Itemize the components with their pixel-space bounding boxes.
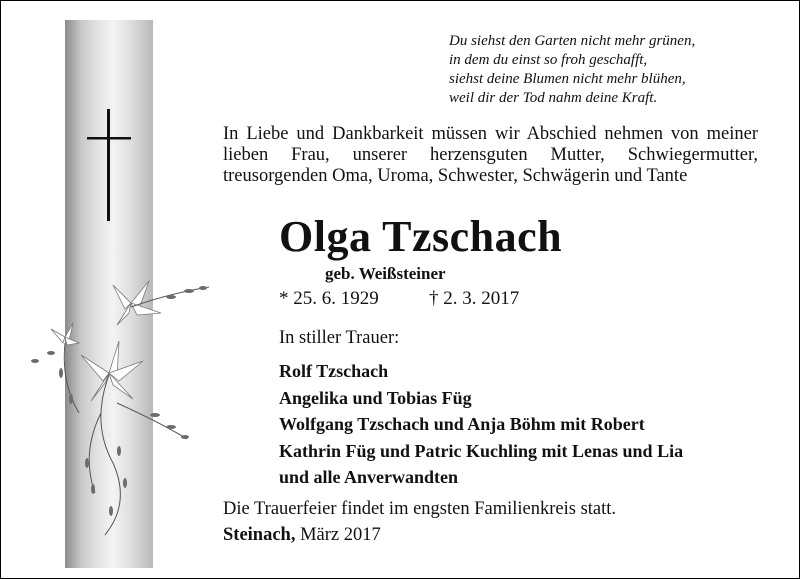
intro-line: lieben Frau, unserer herzensguten Mutter, Schwiegermutter, (223, 145, 758, 165)
maiden-name: geb. Weißsteiner (325, 264, 446, 283)
place-month: März 2017 (300, 525, 381, 545)
cross-icon (87, 109, 131, 221)
intro-line: treusorgenden Oma, Uroma, Schwester, Schwägerin und Tante (223, 166, 688, 186)
place-town: Steinach, (223, 525, 296, 545)
deceased-name: Olga Tzschach (279, 212, 563, 261)
poem-line: weil dir der Tod nahm deine Kraft. (449, 90, 658, 106)
mourner-entry: Rolf Tzschach (279, 361, 389, 381)
poem-line: in dem du einst so froh geschafft, (449, 52, 648, 68)
poem-line: siehst deine Blumen nicht mehr blühen, (449, 71, 686, 87)
mourner-entry: und alle Anverwandten (279, 467, 459, 487)
death-date: † 2. 3. 2017 (429, 288, 520, 309)
place-date (223, 525, 381, 546)
funeral-note: Die Trauerfeier findet im engsten Familienkreis statt. (223, 499, 617, 519)
mourner-entry: Kathrin Füg und Patric Kuchling mit Lenas und Lia (279, 440, 684, 461)
life-dates (279, 288, 520, 310)
poem (449, 32, 769, 108)
mourners-list (279, 358, 683, 491)
mourner-entry: Wolfgang Tzschach und Anja Böhm mit Robert (279, 414, 645, 434)
poem-line: Du siehst den Garten nicht mehr grünen, (449, 33, 696, 49)
mourner-entry: Angelika und Tobias Füg (279, 387, 472, 408)
intro-line: In Liebe und Dankbarkeit müssen wir Abschied nehmen von meiner (223, 124, 758, 144)
intro-text (223, 124, 758, 187)
mourning-label: In stiller Trauer: (279, 328, 400, 348)
birth-date: * 25. 6. 1929 (279, 288, 379, 309)
lily-bouquet-icon (21, 263, 221, 543)
